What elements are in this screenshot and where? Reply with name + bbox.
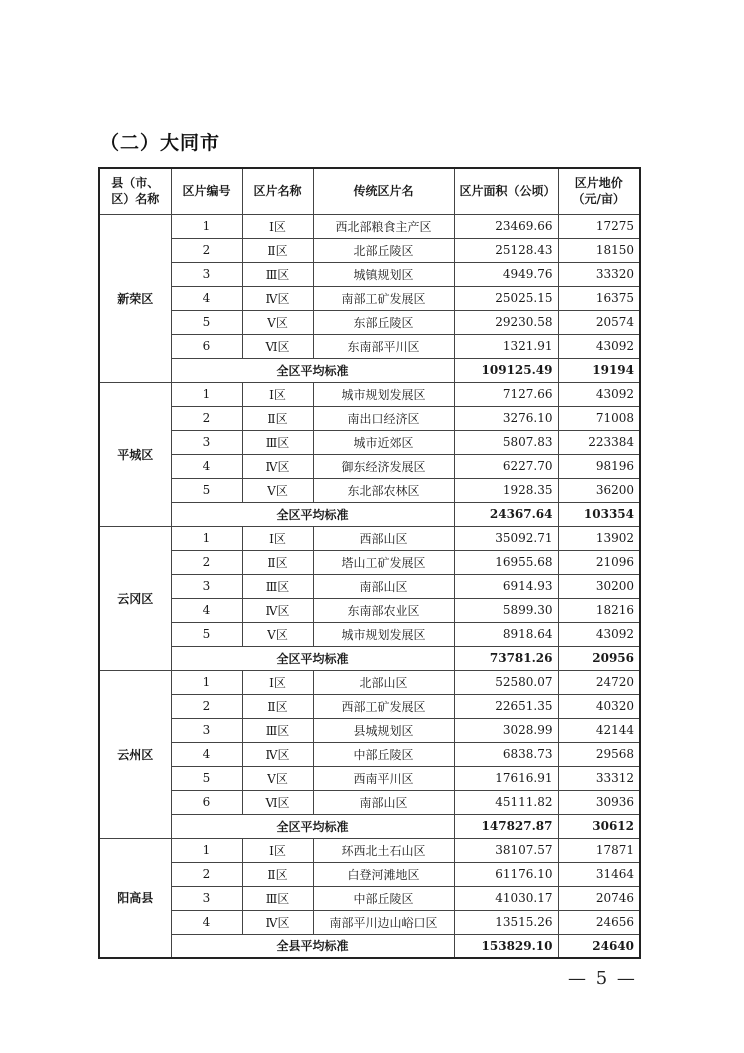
header-zone-name: 区片名称 xyxy=(242,168,313,214)
average-area: 109125.49 xyxy=(454,358,558,382)
area-cell: 41030.17 xyxy=(454,886,558,910)
price-cell: 24720 xyxy=(558,670,640,694)
traditional-name-cell: 南部工矿发展区 xyxy=(313,286,454,310)
table-row xyxy=(99,790,640,814)
zone-number-cell: 6 xyxy=(171,334,242,358)
area-cell: 17616.91 xyxy=(454,766,558,790)
zone-number-cell: 2 xyxy=(171,550,242,574)
traditional-name-cell: 城市近郊区 xyxy=(313,430,454,454)
zone-number-cell: 1 xyxy=(171,214,242,238)
zone-number-cell: 1 xyxy=(171,382,242,406)
area-cell: 4949.76 xyxy=(454,262,558,286)
traditional-name-cell: 东部丘陵区 xyxy=(313,310,454,334)
price-cell: 24656 xyxy=(558,910,640,934)
zone-name-cell: Ⅰ区 xyxy=(242,670,313,694)
traditional-name-cell: 北部丘陵区 xyxy=(313,238,454,262)
area-cell: 25128.43 xyxy=(454,238,558,262)
table-row xyxy=(99,742,640,766)
zone-name-cell: Ⅲ区 xyxy=(242,430,313,454)
zone-name-cell: Ⅵ区 xyxy=(242,334,313,358)
zone-name-cell: Ⅳ区 xyxy=(242,454,313,478)
price-cell: 33320 xyxy=(558,262,640,286)
price-cell: 71008 xyxy=(558,406,640,430)
header-county: 县（市、区）名称 xyxy=(99,168,171,214)
average-row xyxy=(99,646,640,670)
traditional-name-cell: 南部山区 xyxy=(313,574,454,598)
table-row xyxy=(99,478,640,502)
zone-name-cell: Ⅰ区 xyxy=(242,382,313,406)
land-price-table xyxy=(98,167,641,959)
area-cell: 35092.71 xyxy=(454,526,558,550)
price-cell: 30200 xyxy=(558,574,640,598)
table-row xyxy=(99,574,640,598)
average-label: 全县平均标准 xyxy=(171,934,454,958)
price-cell: 17871 xyxy=(558,838,640,862)
table-row xyxy=(99,238,640,262)
table-row xyxy=(99,598,640,622)
price-cell: 40320 xyxy=(558,694,640,718)
table-row xyxy=(99,382,640,406)
zone-number-cell: 3 xyxy=(171,430,242,454)
table-row xyxy=(99,526,640,550)
average-area: 147827.87 xyxy=(454,814,558,838)
traditional-name-cell: 城市规划发展区 xyxy=(313,622,454,646)
zone-number-cell: 1 xyxy=(171,838,242,862)
zone-name-cell: Ⅴ区 xyxy=(242,310,313,334)
table-row xyxy=(99,286,640,310)
section-heading: （二）大同市 xyxy=(100,132,221,154)
zone-name-cell: Ⅳ区 xyxy=(242,598,313,622)
header-price: 区片地价（元/亩） xyxy=(558,168,640,214)
price-cell: 42144 xyxy=(558,718,640,742)
table-row xyxy=(99,334,640,358)
traditional-name-cell: 中部丘陵区 xyxy=(313,886,454,910)
table-body xyxy=(99,214,640,958)
price-cell: 223384 xyxy=(558,430,640,454)
zone-name-cell: Ⅲ区 xyxy=(242,262,313,286)
zone-number-cell: 3 xyxy=(171,886,242,910)
area-cell: 16955.68 xyxy=(454,550,558,574)
area-cell: 8918.64 xyxy=(454,622,558,646)
traditional-name-cell: 南部山区 xyxy=(313,790,454,814)
area-cell: 3276.10 xyxy=(454,406,558,430)
area-cell: 22651.35 xyxy=(454,694,558,718)
zone-number-cell: 5 xyxy=(171,310,242,334)
price-cell: 30936 xyxy=(558,790,640,814)
table-row xyxy=(99,670,640,694)
price-cell: 13902 xyxy=(558,526,640,550)
table-row xyxy=(99,718,640,742)
area-cell: 38107.57 xyxy=(454,838,558,862)
traditional-name-cell: 塔山工矿发展区 xyxy=(313,550,454,574)
table-header xyxy=(99,168,640,214)
county-name: 平城区 xyxy=(99,382,171,526)
area-cell: 61176.10 xyxy=(454,862,558,886)
area-cell: 3028.99 xyxy=(454,718,558,742)
traditional-name-cell: 城镇规划区 xyxy=(313,262,454,286)
average-price: 30612 xyxy=(558,814,640,838)
table-row xyxy=(99,694,640,718)
price-cell: 33312 xyxy=(558,766,640,790)
table-row xyxy=(99,622,640,646)
traditional-name-cell: 县城规划区 xyxy=(313,718,454,742)
zone-number-cell: 1 xyxy=(171,670,242,694)
zone-number-cell: 6 xyxy=(171,790,242,814)
zone-name-cell: Ⅱ区 xyxy=(242,694,313,718)
zone-number-cell: 4 xyxy=(171,742,242,766)
table-row xyxy=(99,550,640,574)
zone-number-cell: 3 xyxy=(171,574,242,598)
area-cell: 5807.83 xyxy=(454,430,558,454)
header-zone-no: 区片编号 xyxy=(171,168,242,214)
average-price: 19194 xyxy=(558,358,640,382)
county-name: 阳高县 xyxy=(99,838,171,958)
area-cell: 13515.26 xyxy=(454,910,558,934)
average-label: 全区平均标准 xyxy=(171,358,454,382)
zone-name-cell: Ⅲ区 xyxy=(242,718,313,742)
area-cell: 6227.70 xyxy=(454,454,558,478)
traditional-name-cell: 东北部农林区 xyxy=(313,478,454,502)
zone-number-cell: 3 xyxy=(171,262,242,286)
area-cell: 1321.91 xyxy=(454,334,558,358)
traditional-name-cell: 西南平川区 xyxy=(313,766,454,790)
average-label: 全区平均标准 xyxy=(171,814,454,838)
average-price: 103354 xyxy=(558,502,640,526)
price-cell: 43092 xyxy=(558,382,640,406)
zone-number-cell: 2 xyxy=(171,406,242,430)
zone-name-cell: Ⅱ区 xyxy=(242,238,313,262)
zone-number-cell: 5 xyxy=(171,478,242,502)
zone-name-cell: Ⅳ区 xyxy=(242,742,313,766)
traditional-name-cell: 西部山区 xyxy=(313,526,454,550)
zone-number-cell: 2 xyxy=(171,694,242,718)
zone-name-cell: Ⅴ区 xyxy=(242,622,313,646)
price-cell: 36200 xyxy=(558,478,640,502)
traditional-name-cell: 东南部平川区 xyxy=(313,334,454,358)
table-row xyxy=(99,910,640,934)
zone-name-cell: Ⅴ区 xyxy=(242,478,313,502)
area-cell: 1928.35 xyxy=(454,478,558,502)
county-name: 云州区 xyxy=(99,670,171,838)
average-label: 全区平均标准 xyxy=(171,646,454,670)
price-cell: 43092 xyxy=(558,334,640,358)
average-label: 全区平均标准 xyxy=(171,502,454,526)
average-row xyxy=(99,358,640,382)
zone-name-cell: Ⅱ区 xyxy=(242,550,313,574)
table-row xyxy=(99,214,640,238)
zone-name-cell: Ⅰ区 xyxy=(242,214,313,238)
table-row xyxy=(99,766,640,790)
zone-name-cell: Ⅰ区 xyxy=(242,526,313,550)
price-cell: 20746 xyxy=(558,886,640,910)
price-cell: 17275 xyxy=(558,214,640,238)
average-row xyxy=(99,934,640,958)
table-row xyxy=(99,886,640,910)
table-row xyxy=(99,838,640,862)
zone-number-cell: 2 xyxy=(171,238,242,262)
zone-number-cell: 5 xyxy=(171,766,242,790)
area-cell: 5899.30 xyxy=(454,598,558,622)
area-cell: 45111.82 xyxy=(454,790,558,814)
traditional-name-cell: 御东经济发展区 xyxy=(313,454,454,478)
zone-number-cell: 3 xyxy=(171,718,242,742)
area-cell: 52580.07 xyxy=(454,670,558,694)
zone-name-cell: Ⅴ区 xyxy=(242,766,313,790)
area-cell: 6914.93 xyxy=(454,574,558,598)
area-cell: 23469.66 xyxy=(454,214,558,238)
header-area: 区片面积（公顷） xyxy=(454,168,558,214)
price-cell: 18216 xyxy=(558,598,640,622)
average-row xyxy=(99,502,640,526)
price-cell: 20574 xyxy=(558,310,640,334)
price-cell: 21096 xyxy=(558,550,640,574)
traditional-name-cell: 西部工矿发展区 xyxy=(313,694,454,718)
zone-number-cell: 4 xyxy=(171,910,242,934)
average-row xyxy=(99,814,640,838)
table-row xyxy=(99,406,640,430)
traditional-name-cell: 环西北土石山区 xyxy=(313,838,454,862)
table-row xyxy=(99,262,640,286)
traditional-name-cell: 西北部粮食主产区 xyxy=(313,214,454,238)
zone-name-cell: Ⅳ区 xyxy=(242,910,313,934)
zone-name-cell: Ⅱ区 xyxy=(242,406,313,430)
traditional-name-cell: 北部山区 xyxy=(313,670,454,694)
price-cell: 16375 xyxy=(558,286,640,310)
price-cell: 43092 xyxy=(558,622,640,646)
county-name: 云冈区 xyxy=(99,526,171,670)
traditional-name-cell: 南出口经济区 xyxy=(313,406,454,430)
traditional-name-cell: 白登河滩地区 xyxy=(313,862,454,886)
area-cell: 29230.58 xyxy=(454,310,558,334)
traditional-name-cell: 中部丘陵区 xyxy=(313,742,454,766)
traditional-name-cell: 东南部农业区 xyxy=(313,598,454,622)
table-row xyxy=(99,454,640,478)
zone-name-cell: Ⅰ区 xyxy=(242,838,313,862)
average-price: 20956 xyxy=(558,646,640,670)
page-number: — 5 — xyxy=(568,968,637,989)
price-cell: 31464 xyxy=(558,862,640,886)
table-row xyxy=(99,310,640,334)
average-area: 24367.64 xyxy=(454,502,558,526)
zone-name-cell: Ⅱ区 xyxy=(242,862,313,886)
area-cell: 7127.66 xyxy=(454,382,558,406)
zone-number-cell: 4 xyxy=(171,598,242,622)
traditional-name-cell: 南部平川边山峪口区 xyxy=(313,910,454,934)
average-price: 24640 xyxy=(558,934,640,958)
price-cell: 98196 xyxy=(558,454,640,478)
county-name: 新荣区 xyxy=(99,214,171,382)
zone-number-cell: 2 xyxy=(171,862,242,886)
traditional-name-cell: 城市规划发展区 xyxy=(313,382,454,406)
area-cell: 25025.15 xyxy=(454,286,558,310)
zone-number-cell: 4 xyxy=(171,286,242,310)
zone-number-cell: 1 xyxy=(171,526,242,550)
header-traditional-name: 传统区片名 xyxy=(313,168,454,214)
zone-name-cell: Ⅲ区 xyxy=(242,886,313,910)
table-row xyxy=(99,862,640,886)
price-cell: 18150 xyxy=(558,238,640,262)
table-row xyxy=(99,430,640,454)
zone-name-cell: Ⅵ区 xyxy=(242,790,313,814)
zone-name-cell: Ⅲ区 xyxy=(242,574,313,598)
average-area: 153829.10 xyxy=(454,934,558,958)
zone-name-cell: Ⅳ区 xyxy=(242,286,313,310)
zone-number-cell: 5 xyxy=(171,622,242,646)
area-cell: 6838.73 xyxy=(454,742,558,766)
average-area: 73781.26 xyxy=(454,646,558,670)
zone-number-cell: 4 xyxy=(171,454,242,478)
price-cell: 29568 xyxy=(558,742,640,766)
